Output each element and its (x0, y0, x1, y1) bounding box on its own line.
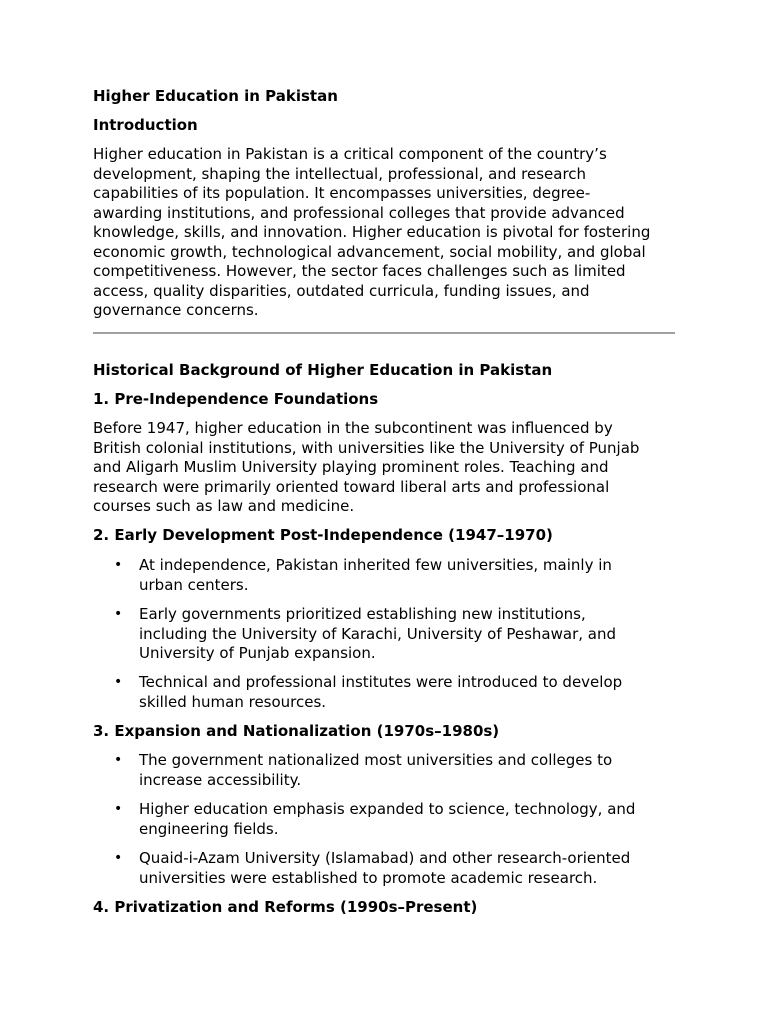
list-item-line: urban centers. (139, 575, 249, 594)
subsection-heading-expansion-nationalization: 3. Expansion and Nationalization (1970s–1980s) (93, 722, 500, 740)
bullet-icon: • (114, 801, 123, 817)
horizontal-divider (93, 332, 675, 334)
bullet-icon: • (114, 606, 123, 622)
paragraph-line: courses such as law and medicine. (93, 497, 355, 515)
list-item-line: Early governments prioritized establishing new institutions, (139, 605, 586, 623)
intro-line: capabilities of its population. It encompasses universities, degree- (93, 184, 591, 202)
list-item-line: increase accessibility. (139, 770, 302, 789)
intro-line: Higher education in Pakistan is a critical component of the country’s (93, 145, 607, 163)
bullet-icon: • (114, 752, 123, 768)
intro-line: competitiveness. However, the sector faces challenges such as limited (93, 262, 626, 280)
bullet-icon: • (114, 850, 123, 866)
bullet-icon: • (114, 557, 123, 573)
subsection-heading-early-development: 2. Early Development Post-Independence (1947–1970) (93, 526, 553, 544)
paragraph-line: Before 1947, higher education in the subcontinent was influenced by (93, 419, 613, 437)
subsection-heading-privatization-reforms: 4. Privatization and Reforms (1990s–Present) (93, 898, 478, 916)
list-item-line: engineering fields. (139, 819, 279, 838)
intro-line: knowledge, skills, and innovation. Higher education is pivotal for fostering (93, 223, 651, 241)
section-heading-introduction: Introduction (93, 116, 198, 134)
subsection-heading-pre-independence: 1. Pre-Independence Foundations (93, 390, 379, 408)
paragraph-line: and Aligarh Muslim University playing prominent roles. Teaching and (93, 458, 609, 476)
paragraph-line: British colonial institutions, with universities like the University of Punjab (93, 438, 640, 457)
paragraph-line: research were primarily oriented toward liberal arts and professional (93, 477, 610, 496)
list-item-line: including the University of Karachi, University of Peshawar, and (139, 624, 617, 643)
list-item-line: universities were established to promote academic research. (139, 868, 598, 887)
intro-line: awarding institutions, and professional colleges that provide advanced (93, 203, 625, 222)
bullet-icon: • (114, 674, 123, 690)
intro-line: governance concerns. (93, 301, 259, 319)
document-title: Higher Education in Pakistan (93, 87, 338, 105)
list-item-line: skilled human resources. (139, 692, 327, 711)
intro-line: economic growth, technological advancement, social mobility, and global (93, 242, 646, 261)
intro-line: development, shaping the intellectual, professional, and research (93, 164, 587, 183)
list-item-line: Quaid-i-Azam University (Islamabad) and other research-oriented (139, 849, 631, 867)
list-item-line: The government nationalized most universities and colleges to (139, 751, 613, 769)
section-heading-historical-background: Historical Background of Higher Education in Pakistan (93, 361, 553, 379)
list-item-line: Higher education emphasis expanded to science, technology, and (139, 800, 636, 818)
list-item-line: University of Punjab expansion. (139, 644, 376, 662)
list-item-line: Technical and professional institutes were introduced to develop (139, 673, 623, 691)
list-item-line: At independence, Pakistan inherited few universities, mainly in (139, 556, 612, 574)
intro-line: access, quality disparities, outdated curricula, funding issues, and (93, 281, 590, 300)
